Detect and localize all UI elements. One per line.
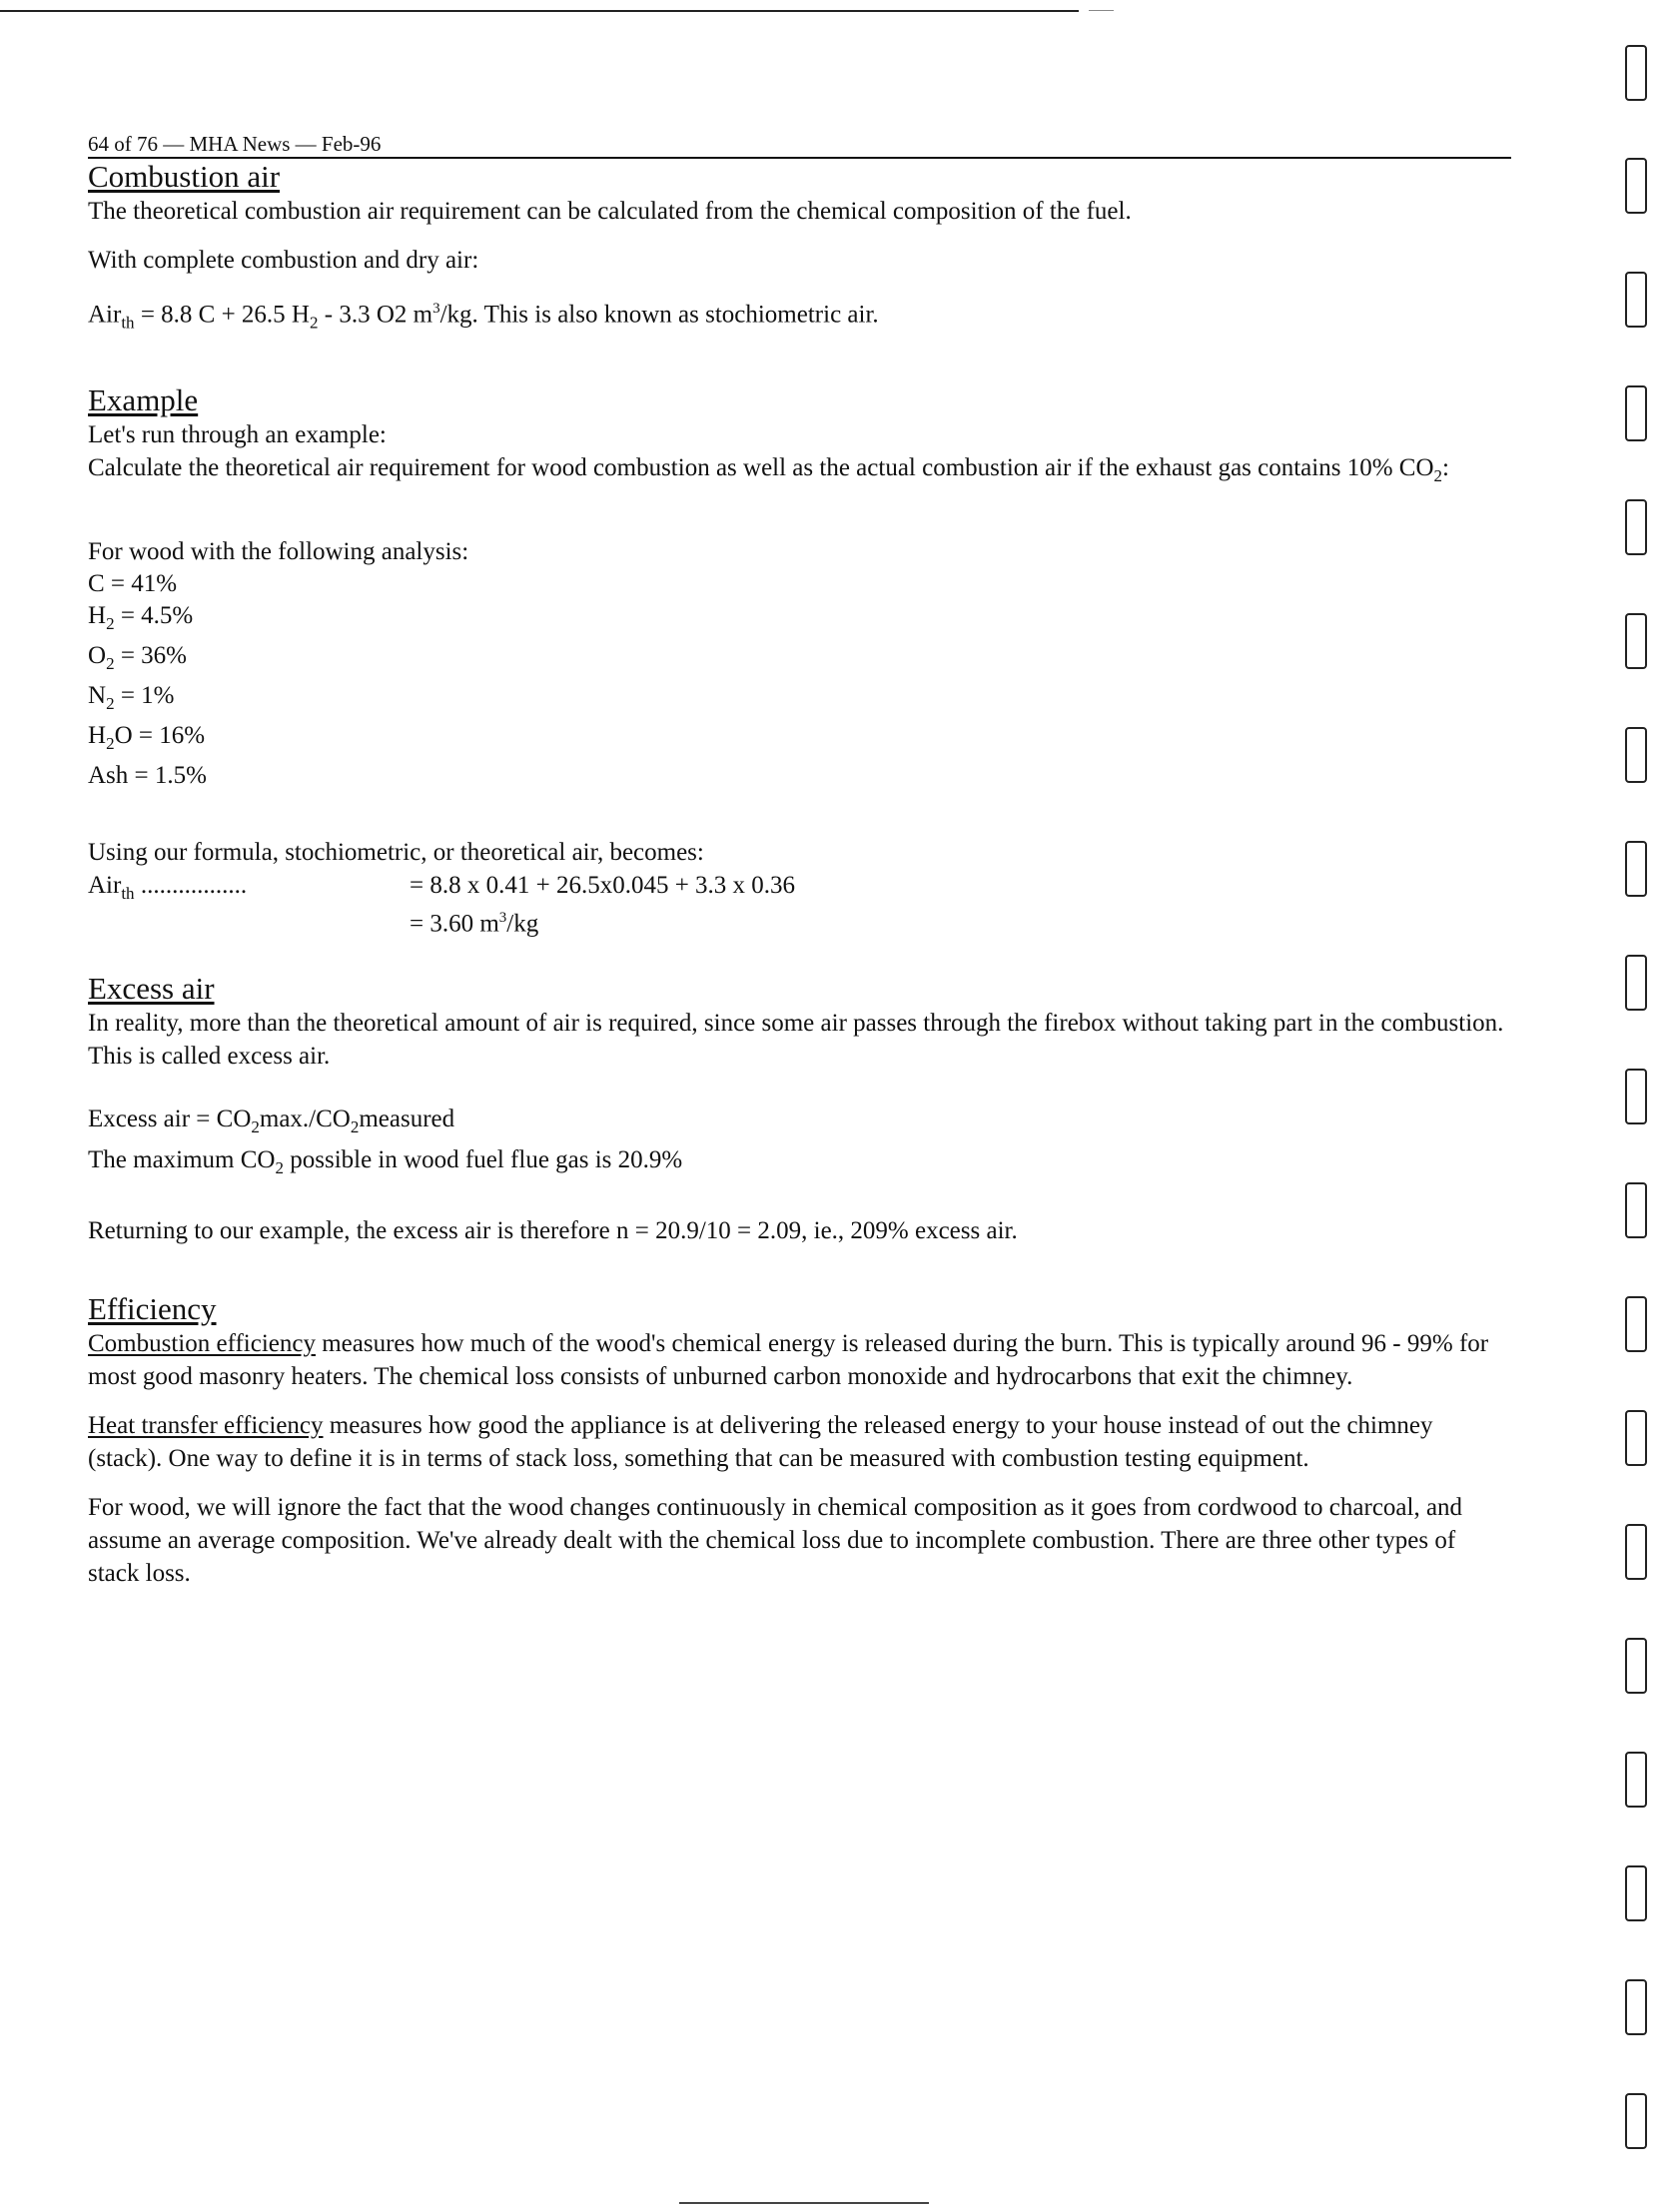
binder-ring [1625,1410,1647,1466]
binder-ring [1625,1069,1647,1124]
analysis-oxygen: $O_2 = 36\%$ [88,642,187,674]
scan-top-rule-fragment [1089,10,1114,11]
analysis-nitrogen: $N_2 = 1\%$ [88,682,175,714]
scan-top-rule [0,10,1079,12]
binder-ring [1625,613,1647,669]
binder-ring [1625,955,1647,1011]
binder-ring [1625,1979,1647,2035]
binder-ring [1625,2093,1647,2149]
binder-ring [1625,1296,1647,1352]
heading-efficiency: Efficiency [88,1290,217,1326]
analysis-hydrogen: $H_2 = 4.5\%$ [88,602,194,634]
heading-example: Example [88,382,199,418]
binder-ring [1625,158,1647,214]
heading-excess-air: Excess air [88,970,215,1006]
analysis-intro: For wood with the following analysis: [88,538,469,566]
combustion-paragraph: The theoretical combustion air requirement can be calculated from the chemical composition of the fuel. [88,198,1132,225]
binder-ring [1625,499,1647,555]
combustion-efficiency-paragraph: Combustion efficiency measures how much of the wood's chemical energy is released during the burn. This is typically around 96 - 99% for most good masonry heaters. The chemical loss consists of unburned carbon monoxide and hydrocarbons that exit the chimney. [88,1329,1489,1390]
binder-ring [1625,727,1647,783]
max-co2-line: The maximum $CO_2$ possible in wood fuel flue gas is 20.9% [88,1145,683,1177]
heat-transfer-term: Heat transfer efficiency [88,1411,324,1439]
example-intro: Let's run through an example: [88,421,387,449]
analysis-water: $H_2O = 16\%$ [88,722,206,754]
scan-bottom-rule [679,2202,929,2204]
air-calculation: Air$_{th}$ ................. = 8.8 x 0.41 + 26.5x0.045 + 3.3 x 0.36 = 3.60 $m^3/kg$ [88,869,1511,940]
heading-combustion-air: Combustion air [88,159,281,194]
returning-line: Returning to our example, the excess air is therefore n = 20.9/10 = 2.09, ie., 209% excess air. [88,1216,1018,1244]
binder-ring [1625,1182,1647,1238]
document-page [88,132,1511,1590]
analysis-ash: Ash = 1.5% [88,762,207,790]
binder-ring [1625,1524,1647,1580]
complete-combustion-line: With complete combustion and dry air: [88,247,479,274]
example-task: Calculate the theoretical air requirement for wood combustion as well as the actual combustion air if the exhaust gas contains 10% $CO_2$: [88,454,1449,486]
using-formula-line: Using our formula, stochiometric, or theoretical air, becomes: [88,839,704,867]
calc-line-1: = 8.8 x 0.41 + 26.5x0.045 + 3.3 x 0.36 [410,872,796,900]
heat-transfer-paragraph: Heat transfer efficiency measures how good the appliance is at delivering the released energy to your house instead of out the chimney (stack). One way to define it is in terms of stack loss, something that can be measured with combustion testing equipment. [88,1411,1433,1472]
excess-formula: Excess air = $CO_2\max./CO_2measured$ [88,1105,455,1136]
calc-line-2: = 3.60 $m^3/kg$ [410,910,539,938]
analysis-carbon: C = 41% [88,570,178,598]
binder-ring [1625,1752,1647,1808]
binder-ring [1625,272,1647,328]
running-header: 64 of 76 — MHA News — Feb-96 [88,132,382,156]
binder-ring [1625,841,1647,897]
binder-ring [1625,1638,1647,1694]
wood-analysis [88,536,1511,792]
binder-ring [1625,1865,1647,1921]
binder-ring [1625,385,1647,441]
stochiometric-formula: Air$_{th}$ = 8.8 C + 26.5 $H_2 - 3.3$ O2 $m^3/kg$. This is also known as stochiometric air. [88,301,879,333]
combustion-efficiency-term: Combustion efficiency [88,1329,316,1357]
binder-ring [1625,45,1647,101]
excess-paragraph: In reality, more than the theoretical amount of air is required, since some air passes through the firebox without taking part in the combustion. This is called excess air. [88,1009,1504,1070]
wood-composition-paragraph: For wood, we will ignore the fact that the wood changes continuously in chemical composition as it goes from cordwood to charcoal, and assume an average composition. We've already dealt with the chemical loss due to incomplete combustion. There are three other types of stack loss. [88,1493,1463,1587]
